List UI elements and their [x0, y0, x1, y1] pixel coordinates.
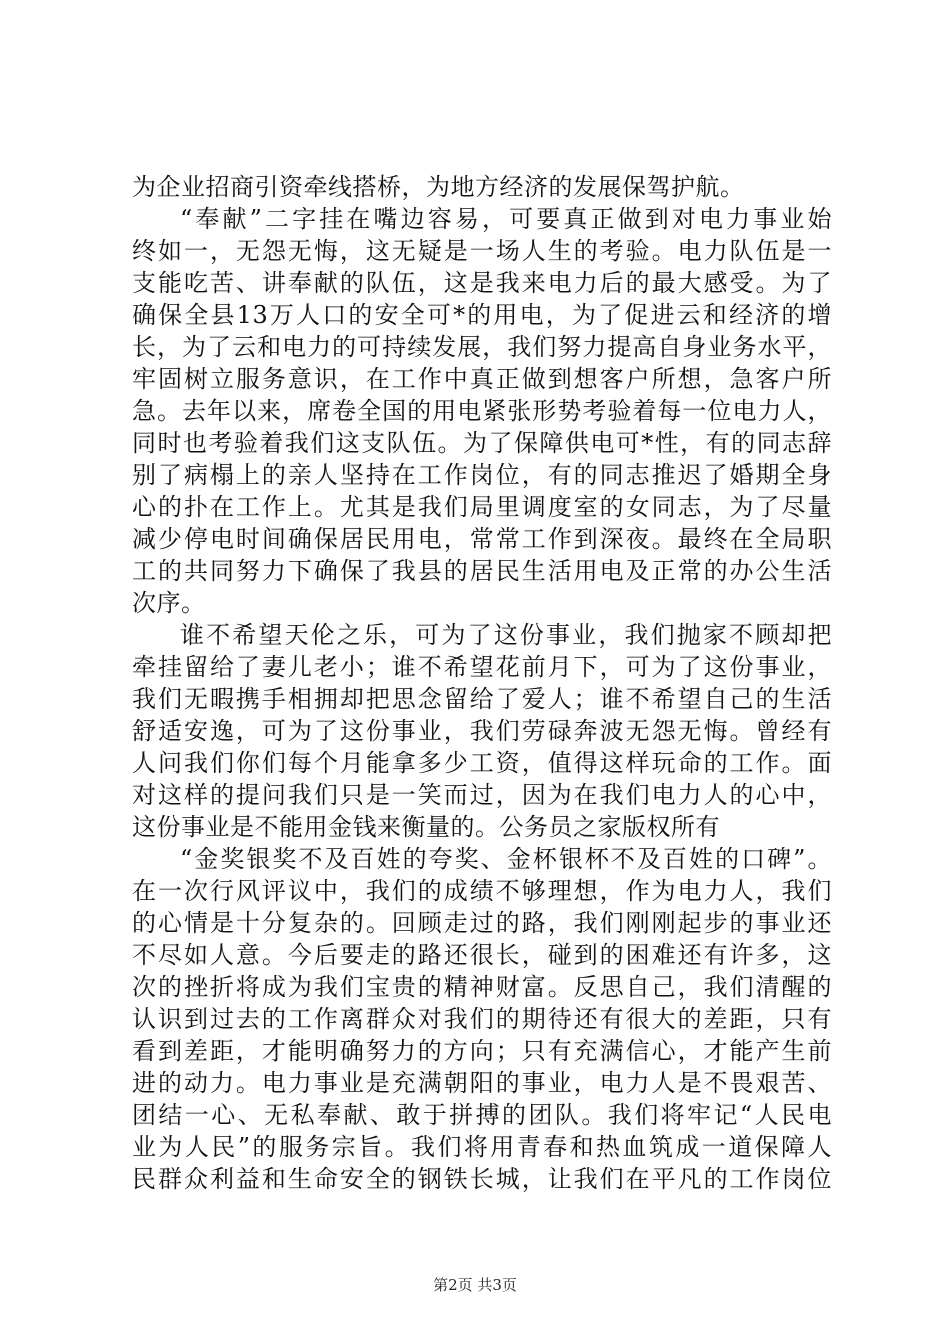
text-line: 的心情是十分复杂的。回顾走过的路，我们刚刚起步的事业还: [132, 909, 832, 937]
text-line: 民群众利益和生命安全的钢铁长城，让我们在平凡的工作岗位: [132, 1165, 832, 1193]
text-line: 人问我们你们每个月能拿多少工资，值得这样玩命的工作。面: [132, 749, 832, 777]
text-line: 次序。: [132, 589, 206, 617]
text-line: 对这样的提问我们只是一笑而过，因为在我们电力人的心中，: [132, 781, 832, 809]
paragraph-first-line: 谁不希望天伦之乐，可为了这份事业，我们抛家不顾却把: [180, 621, 832, 649]
text-line: 确保全县13万人口的安全可*的用电，为了促进云和经济的增: [132, 301, 832, 329]
text-line: 长，为了云和电力的可持续发展，我们努力提高自身业务水平，: [132, 333, 832, 361]
text-line: 次的挫折将成为我们宝贵的精神财富。反思自己，我们清醒的: [132, 973, 832, 1001]
paragraph-first-line: “奉献”二字挂在嘴边容易，可要真正做到对电力事业始: [180, 205, 832, 233]
text-line: 牵挂留给了妻儿老小；谁不希望花前月下，可为了这份事业，: [132, 653, 832, 681]
text-line: 认识到过去的工作离群众对我们的期待还有很大的差距，只有: [132, 1005, 832, 1033]
paragraph-first-line: “金奖银奖不及百姓的夸奖、金杯银杯不及百姓的口碑”。: [180, 845, 832, 873]
text-line: 急。去年以来，席卷全国的用电紧张形势考验着每一位电力人，: [132, 397, 832, 425]
text-line: 减少停电时间确保居民用电，常常工作到深夜。最终在全局职: [132, 525, 832, 553]
text-line: 我们无暇携手相拥却把思念留给了爱人；谁不希望自己的生活: [132, 685, 832, 713]
text-line: 工的共同努力下确保了我县的居民生活用电及正常的办公生活: [132, 557, 832, 585]
document-body: [132, 171, 832, 1195]
text-line: 心的扑在工作上。尤其是我们局里调度室的女同志，为了尽量: [132, 493, 832, 521]
text-line: 业为人民”的服务宗旨。我们将用青春和热血筑成一道保障人: [132, 1133, 832, 1161]
text-line: 不尽如人意。今后要走的路还很长，碰到的困难还有许多，这: [132, 941, 832, 969]
text-line: 牢固树立服务意识，在工作中真正做到想客户所想，急客户所: [132, 365, 832, 393]
text-line: 团结一心、无私奉献、敢于拼搏的团队。我们将牢记“人民电: [132, 1101, 832, 1129]
text-line: 舒适安逸，可为了这份事业，我们劳碌奔波无怨无悔。曾经有: [132, 717, 832, 745]
text-line: 支能吃苦、讲奉献的队伍，这是我来电力后的最大感受。为了: [132, 269, 832, 297]
text-line: 进的动力。电力事业是充满朝阳的事业，电力人是不畏艰苦、: [132, 1069, 832, 1097]
page-footer: 第2页 共3页: [433, 1276, 517, 1294]
text-line: 别了病榻上的亲人坚持在工作岗位，有的同志推迟了婚期全身: [132, 461, 832, 489]
text-line: 这份事业是不能用金钱来衡量的。公务员之家版权所有: [132, 813, 720, 841]
text-line: 在一次行风评议中，我们的成绩不够理想，作为电力人，我们: [132, 877, 832, 905]
text-line: 同时也考验着我们这支队伍。为了保障供电可*性，有的同志辞: [132, 429, 832, 457]
text-line: 看到差距，才能明确努力的方向；只有充满信心，才能产生前: [132, 1037, 832, 1065]
text-line: 为企业招商引资牵线搭桥，为地方经济的发展保驾护航。: [132, 173, 745, 201]
text-line: 终如一，无怨无悔，这无疑是一场人生的考验。电力队伍是一: [132, 237, 832, 265]
